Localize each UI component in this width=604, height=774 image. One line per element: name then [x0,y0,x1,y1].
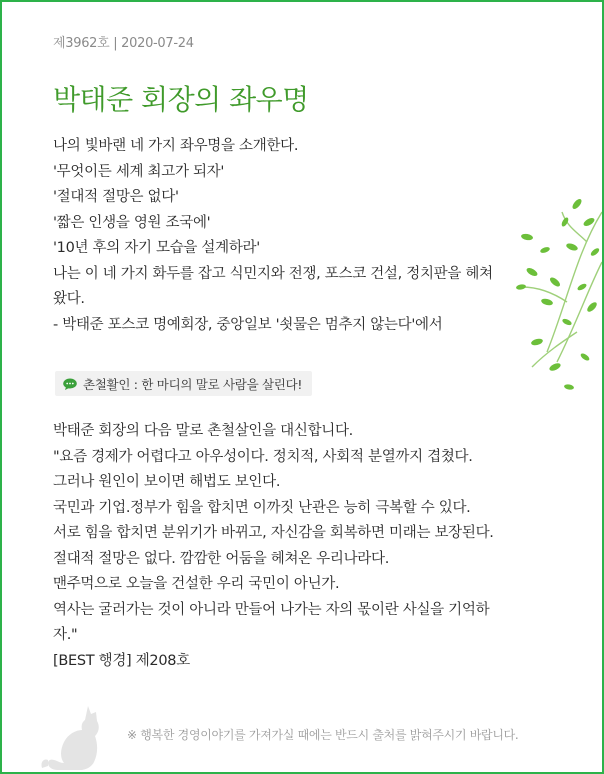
page-title: 박태준 회장의 좌우명 [53,83,309,116]
intro-line: '짧은 인생을 영원 조국에' [53,214,211,231]
meta-separator: | [109,36,122,51]
intro-line: '무엇이든 세계 최고가 되자' [53,163,225,180]
body-line: "요즘 경제가 어렵다고 아우성이다. 정치적, 사회적 분열까지 겹쳤다. [53,448,473,465]
intro-line: 나는 이 네 가지 화두를 잡고 식민지와 전쟁, 포스코 건설, 정치판을 헤쳐왔다. [53,265,493,307]
tree-branch-decoration [507,192,602,402]
issue-number: 제3962호 [53,36,110,51]
body-line: 그러나 원인이 보이면 해법도 보인다. [53,474,281,490]
body-line: 국민과 기업.정부가 힘을 합치면 이까짓 난관은 능히 극복할 수 있다. [53,499,471,516]
body-line: 서로 힘을 합치면 분위기가 바뀌고, 자신감을 회복하면 미래는 보장된다. [53,525,494,541]
intro-line: '절대적 절망은 없다' [53,189,179,205]
cat-silhouette-icon [38,700,110,772]
issue-meta [53,32,194,51]
intro-paragraph [53,134,501,338]
body-line: 박태준 회장의 다음 말로 촌철살인을 대신합니다. [53,423,353,439]
body-line: 역사는 굴러가는 것이 아니라 만들어 나가는 자의 몫이란 사실을 기억하자." [53,601,490,643]
body-paragraph [53,419,501,674]
callout-badge [55,371,312,396]
intro-line: - 박태준 포스코 명예회장, 중앙일보 '쇳물은 멈추지 않는다'에서 [53,316,443,333]
speech-bubble-icon [63,378,77,390]
intro-line: 나의 빛바랜 네 가지 좌우명을 소개한다. [53,138,299,154]
callout-text: 촌철활인 : 한 마디의 말로 사람을 살린다! [83,376,303,392]
intro-line: '10년 후의 자기 모습을 설계하라' [53,240,260,256]
body-line: [BEST 행경] 제208호 [53,652,190,669]
source-notice: ※ 행복한 경영이야기를 가져가실 때에는 반드시 출처를 밝혀주시기 바랍니다. [127,728,519,742]
body-line: 맨주먹으로 오늘을 건설한 우리 국민이 아닌가. [53,576,340,592]
body-line: 절대적 절망은 없다. 깜깜한 어둠을 헤쳐온 우리나라다. [53,550,390,567]
issue-date: 2020-07-24 [121,36,194,51]
